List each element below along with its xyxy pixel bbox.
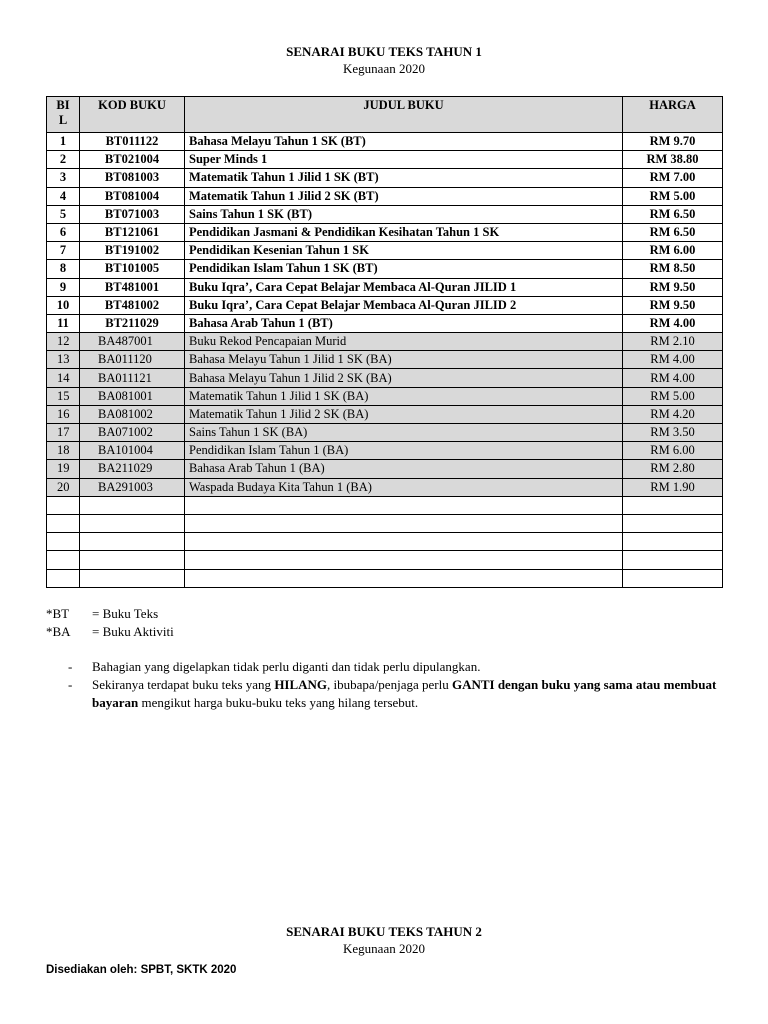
cell-kod-buku: [80, 514, 185, 532]
empty-row: [47, 514, 723, 532]
cell-judul-buku: [185, 551, 623, 569]
header-judul-buku: JUDUL BUKU: [185, 97, 623, 133]
cell-bil: 8: [47, 260, 80, 278]
empty-row: [47, 569, 723, 587]
cell-harga: [623, 514, 723, 532]
cell-judul-buku: Matematik Tahun 1 Jilid 1 SK (BA): [185, 387, 623, 405]
cell-judul-buku: Sains Tahun 1 SK (BA): [185, 424, 623, 442]
cell-harga: RM 4.20: [623, 405, 723, 423]
cell-harga: RM 8.50: [623, 260, 723, 278]
table-row: [47, 242, 723, 260]
table-row: [47, 387, 723, 405]
cell-judul-buku: Buku Iqra’, Cara Cepat Belajar Membaca Al-Quran JILID 1: [185, 278, 623, 296]
cell-kod-buku: BA011121: [80, 369, 185, 387]
cell-harga: RM 6.00: [623, 242, 723, 260]
cell-judul-buku: Super Minds 1: [185, 151, 623, 169]
header-bil: BI L: [47, 97, 80, 133]
cell-kod-buku: BT481002: [80, 296, 185, 314]
notes: [68, 658, 728, 712]
table-row: [47, 133, 723, 151]
cell-judul-buku: Buku Rekod Pencapaian Murid: [185, 333, 623, 351]
empty-row: [47, 551, 723, 569]
page-title-tahun-1: [0, 44, 768, 77]
cell-harga: RM 6.50: [623, 223, 723, 241]
table-row: [47, 424, 723, 442]
legend-abbr: *BA: [46, 624, 71, 639]
title-sub: Kegunaan 2020: [343, 61, 425, 76]
cell-harga: RM 1.90: [623, 478, 723, 496]
cell-bil: 2: [47, 151, 80, 169]
cell-kod-buku: BT191002: [80, 242, 185, 260]
cell-judul-buku: Pendidikan Kesenian Tahun 1 SK: [185, 242, 623, 260]
cell-kod-buku: BT081004: [80, 187, 185, 205]
cell-harga: RM 38.80: [623, 151, 723, 169]
cell-harga: [623, 496, 723, 514]
table-row: [47, 278, 723, 296]
cell-harga: RM 6.00: [623, 442, 723, 460]
cell-judul-buku: Matematik Tahun 1 Jilid 1 SK (BT): [185, 169, 623, 187]
table-row: [47, 151, 723, 169]
cell-judul-buku: Buku Iqra’, Cara Cepat Belajar Membaca Al-Quran JILID 2: [185, 296, 623, 314]
note-text: [92, 676, 728, 712]
cell-bil: 11: [47, 314, 80, 332]
cell-judul-buku: Matematik Tahun 1 Jilid 2 SK (BT): [185, 187, 623, 205]
cell-harga: [623, 551, 723, 569]
cell-judul-buku: [185, 569, 623, 587]
cell-kod-buku: BA081002: [80, 405, 185, 423]
table-row: [47, 333, 723, 351]
table-row: [47, 405, 723, 423]
empty-row: [47, 533, 723, 551]
legend: [46, 605, 174, 641]
cell-harga: RM 4.00: [623, 314, 723, 332]
note-emphasis-hilang: HILANG: [274, 677, 328, 692]
cell-kod-buku: BT011122: [80, 133, 185, 151]
cell-bil: 16: [47, 405, 80, 423]
cell-harga: RM 5.00: [623, 387, 723, 405]
cell-kod-buku: BA071002: [80, 424, 185, 442]
cell-harga: RM 6.50: [623, 205, 723, 223]
title-sub: Kegunaan 2020: [343, 941, 425, 956]
cell-bil: [47, 514, 80, 532]
cell-judul-buku: Sains Tahun 1 SK (BT): [185, 205, 623, 223]
cell-kod-buku: BA081001: [80, 387, 185, 405]
cell-judul-buku: Bahasa Melayu Tahun 1 Jilid 2 SK (BA): [185, 369, 623, 387]
cell-kod-buku: BT481001: [80, 278, 185, 296]
legend-desc: = Buku Teks: [92, 606, 159, 621]
table-row: [47, 460, 723, 478]
table-row: [47, 169, 723, 187]
cell-kod-buku: [80, 569, 185, 587]
cell-kod-buku: BT121061: [80, 223, 185, 241]
cell-judul-buku: Bahasa Arab Tahun 1 (BT): [185, 314, 623, 332]
cell-harga: RM 9.50: [623, 278, 723, 296]
table-row: [47, 260, 723, 278]
legend-item-bt: [46, 605, 174, 623]
cell-judul-buku: [185, 514, 623, 532]
cell-harga: [623, 569, 723, 587]
note-text-part: mengikut harga buku-buku teks yang hilang tersebut.: [138, 695, 419, 710]
book-list-table: [46, 96, 723, 588]
note-item: [68, 676, 728, 712]
header-kod-buku: KOD BUKU: [80, 97, 185, 133]
cell-judul-buku: [185, 533, 623, 551]
cell-bil: 5: [47, 205, 80, 223]
cell-judul-buku: Matematik Tahun 1 Jilid 2 SK (BA): [185, 405, 623, 423]
cell-judul-buku: Bahasa Melayu Tahun 1 SK (BT): [185, 133, 623, 151]
table-row: [47, 314, 723, 332]
note-item: [68, 658, 728, 676]
note-text: Bahagian yang digelapkan tidak perlu diganti dan tidak perlu dipulangkan.: [92, 659, 481, 674]
cell-bil: 6: [47, 223, 80, 241]
cell-kod-buku: BA487001: [80, 333, 185, 351]
cell-bil: 7: [47, 242, 80, 260]
cell-kod-buku: BT081003: [80, 169, 185, 187]
table-row: [47, 351, 723, 369]
cell-bil: 20: [47, 478, 80, 496]
table-row: [47, 369, 723, 387]
cell-kod-buku: BT021004: [80, 151, 185, 169]
legend-item-ba: [46, 623, 174, 641]
cell-kod-buku: BA011120: [80, 351, 185, 369]
cell-bil: 15: [47, 387, 80, 405]
cell-judul-buku: Pendidikan Jasmani & Pendidikan Kesihatan Tahun 1 SK: [185, 223, 623, 241]
cell-bil: [47, 551, 80, 569]
note-text-part: , ibubapa/penjaga perlu: [327, 677, 452, 692]
cell-harga: [623, 533, 723, 551]
cell-harga: RM 9.70: [623, 133, 723, 151]
cell-bil: 4: [47, 187, 80, 205]
title-main: SENARAI BUKU TEKS TAHUN 1: [286, 44, 482, 59]
cell-judul-buku: Waspada Budaya Kita Tahun 1 (BA): [185, 478, 623, 496]
cell-bil: 13: [47, 351, 80, 369]
bullet-dash: -: [68, 677, 73, 692]
cell-kod-buku: BT101005: [80, 260, 185, 278]
legend-desc: = Buku Aktiviti: [92, 624, 174, 639]
table-body: [47, 133, 723, 588]
cell-judul-buku: [185, 496, 623, 514]
cell-kod-buku: BA101004: [80, 442, 185, 460]
legend-abbr: *BT: [46, 606, 70, 621]
cell-bil: 18: [47, 442, 80, 460]
cell-kod-buku: BA291003: [80, 478, 185, 496]
header-harga: HARGA: [623, 97, 723, 133]
page-title-tahun-2: [0, 924, 768, 957]
cell-bil: 10: [47, 296, 80, 314]
cell-harga: RM 4.00: [623, 351, 723, 369]
cell-judul-buku: Pendidikan Islam Tahun 1 (BA): [185, 442, 623, 460]
note-text-part: Sekiranya terdapat buku teks yang: [92, 677, 275, 692]
table-row: [47, 223, 723, 241]
cell-harga: RM 2.10: [623, 333, 723, 351]
prepared-by-footer: Disediakan oleh: SPBT, SKTK 2020: [46, 964, 237, 976]
table-row: [47, 296, 723, 314]
cell-bil: [47, 496, 80, 514]
bullet-dash: -: [68, 659, 73, 674]
table-row: [47, 442, 723, 460]
cell-kod-buku: BT071003: [80, 205, 185, 223]
cell-kod-buku: BA211029: [80, 460, 185, 478]
cell-harga: RM 9.50: [623, 296, 723, 314]
cell-bil: 3: [47, 169, 80, 187]
cell-bil: 12: [47, 333, 80, 351]
cell-bil: 1: [47, 133, 80, 151]
table-row: [47, 205, 723, 223]
cell-bil: [47, 569, 80, 587]
cell-judul-buku: Bahasa Arab Tahun 1 (BA): [185, 460, 623, 478]
cell-harga: RM 7.00: [623, 169, 723, 187]
table-header-row: [47, 97, 723, 133]
cell-kod-buku: BT211029: [80, 314, 185, 332]
title-main: SENARAI BUKU TEKS TAHUN 2: [286, 924, 482, 939]
cell-bil: [47, 533, 80, 551]
cell-judul-buku: Pendidikan Islam Tahun 1 SK (BT): [185, 260, 623, 278]
cell-kod-buku: [80, 496, 185, 514]
cell-bil: 14: [47, 369, 80, 387]
cell-bil: 19: [47, 460, 80, 478]
cell-harga: RM 3.50: [623, 424, 723, 442]
cell-harga: RM 5.00: [623, 187, 723, 205]
table-row: [47, 478, 723, 496]
cell-harga: RM 4.00: [623, 369, 723, 387]
empty-row: [47, 496, 723, 514]
note-emphasis-ganti: GANTI dengan buku yang sama atau membuat bayaran: [92, 677, 717, 710]
cell-harga: RM 2.80: [623, 460, 723, 478]
cell-judul-buku: Bahasa Melayu Tahun 1 Jilid 1 SK (BA): [185, 351, 623, 369]
cell-bil: 17: [47, 424, 80, 442]
cell-kod-buku: [80, 551, 185, 569]
cell-kod-buku: [80, 533, 185, 551]
cell-bil: 9: [47, 278, 80, 296]
table-row: [47, 187, 723, 205]
